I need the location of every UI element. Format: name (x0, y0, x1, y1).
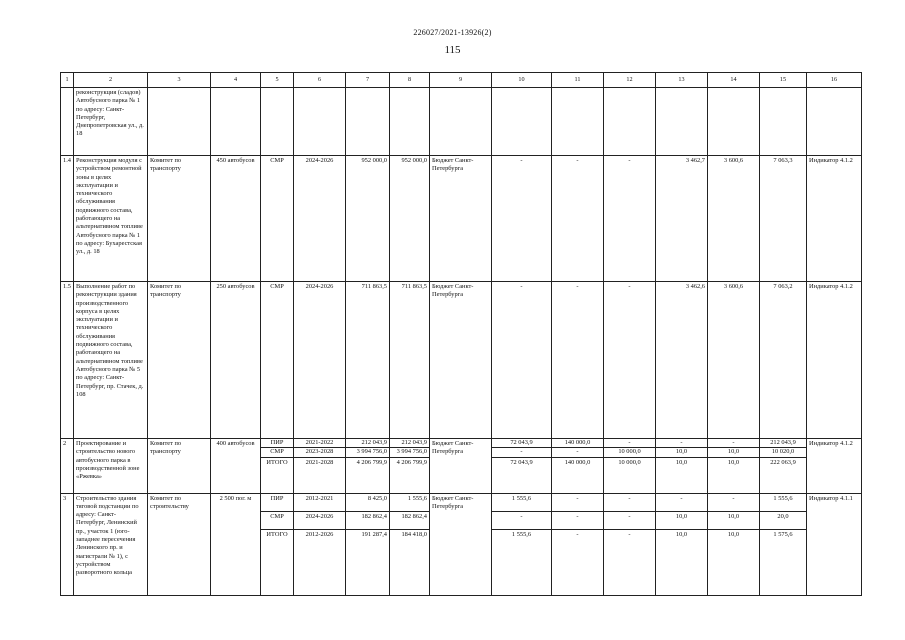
column-header: 4 (211, 73, 261, 88)
table-row (61, 88, 862, 156)
funding-source: Бюджет Санкт-Петербурга (430, 156, 492, 282)
row-number: 1.4 (61, 156, 74, 282)
table-row (61, 282, 862, 439)
column-header: 12 (604, 73, 656, 88)
cost-limit: 3 994 756,0 (390, 448, 430, 457)
value-2022: - (552, 448, 604, 457)
work-type: ИТОГО (261, 529, 294, 595)
value-2021: - (492, 156, 552, 282)
value-total: 7 063,2 (760, 282, 807, 439)
capacity: 450 автобусов (211, 156, 261, 282)
value-2025: 3 600,6 (708, 156, 760, 282)
estimated-cost: 212 043,9 (346, 439, 390, 448)
estimated-cost: 4 206 799,9 (346, 457, 390, 493)
period: 2021-2022 (294, 439, 346, 448)
column-header: 8 (390, 73, 430, 88)
value-2022: - (552, 493, 604, 511)
value-2023: - (604, 439, 656, 448)
indicator: Индикатор 4.1.2 (807, 282, 862, 439)
value-2024: - (656, 439, 708, 448)
value-2023: - (604, 529, 656, 595)
value-2021: 72 043,9 (492, 439, 552, 448)
column-header: 2 (74, 73, 148, 88)
executor: Комитет по строительству (148, 493, 211, 595)
cost-limit: 184 418,0 (390, 529, 430, 595)
value-2024: 10,0 (656, 511, 708, 529)
value-total: 10 020,0 (760, 448, 807, 457)
value-2024: 3 462,7 (656, 156, 708, 282)
funding-source: Бюджет Санкт-Петербурга (430, 493, 492, 595)
value-2022: 140 000,0 (552, 457, 604, 493)
object-name: Выполнение работ по реконструкции здания производственного корпуса в целях эксплуатации и технического обслуживания подвижного состава, работающего на альтернативном топливе Автобусного парка № 5 по адресу: Санкт-Петербург, пр. Стачек, д. 108 (74, 282, 148, 439)
document-number: 226027/2021-13926(2) (413, 28, 492, 37)
page-number: 115 (444, 44, 461, 56)
period: 2012-2026 (294, 529, 346, 595)
column-header: 6 (294, 73, 346, 88)
capacity: 2 500 пог. м (211, 493, 261, 595)
value-total: 1 575,6 (760, 529, 807, 595)
column-header: 15 (760, 73, 807, 88)
object-name: Строительство здания тяговой подстанции по адресу: Санкт-Петербург, Ленинский пр., участок 1 (юго-западнее пересечения Ленинского пр. и магистрали № 1), с устройством разворотного кольца (74, 493, 148, 595)
period: 2023-2028 (294, 448, 346, 457)
value-2024: - (656, 493, 708, 511)
column-header: 14 (708, 73, 760, 88)
value-2025: 10,0 (708, 457, 760, 493)
column-header: 9 (430, 73, 492, 88)
work-type: СМР (261, 282, 294, 439)
indicator: Индикатор 4.1.1 (807, 493, 862, 595)
indicator: Индикатор 4.1.2 (807, 439, 862, 494)
column-header: 1 (61, 73, 74, 88)
value-2021: - (492, 448, 552, 457)
period: 2024-2026 (294, 282, 346, 439)
executor: Комитет по транспорту (148, 282, 211, 439)
column-header: 11 (552, 73, 604, 88)
row-number: 2 (61, 439, 74, 494)
cost-limit: 182 862,4 (390, 511, 430, 529)
capacity: 250 автобусов (211, 282, 261, 439)
cost-limit: 711 863,5 (390, 282, 430, 439)
executor: Комитет по транспорту (148, 439, 211, 494)
value-2021: - (492, 282, 552, 439)
value-2025: - (708, 493, 760, 511)
work-type: ИТОГО (261, 457, 294, 493)
value-2025: 3 600,6 (708, 282, 760, 439)
value-total: 1 555,6 (760, 493, 807, 511)
column-header: 10 (492, 73, 552, 88)
value-2025: 10,0 (708, 448, 760, 457)
period: 2024-2026 (294, 156, 346, 282)
value-2021: 72 043,9 (492, 457, 552, 493)
column-header: 13 (656, 73, 708, 88)
value-total: 222 063,9 (760, 457, 807, 493)
value-2023: - (604, 156, 656, 282)
object-name: Проектирование и строительство нового автобусного парка в производственной зоне «Ржевка» (74, 439, 148, 494)
period: 2021-2028 (294, 457, 346, 493)
capacity: 400 автобусов (211, 439, 261, 494)
value-2022: 140 000,0 (552, 439, 604, 448)
funding-source: Бюджет Санкт-Петербурга (430, 439, 492, 494)
cost-limit: 1 555,6 (390, 493, 430, 511)
value-2022: - (552, 282, 604, 439)
work-type: СМР (261, 448, 294, 457)
value-2025: 10,0 (708, 511, 760, 529)
column-number-row (61, 73, 862, 88)
value-2024: 10,0 (656, 529, 708, 595)
object-name: Реконструкция модуля с устройством ремонтной зоны в целях эксплуатации и технического обслуживания подвижного состава, работающего на альтернативном топливе Автобусного парка № 1 по адресу: Бухарестская ул., д. 18 (74, 156, 148, 282)
column-header: 5 (261, 73, 294, 88)
work-type: ПИР (261, 439, 294, 448)
estimated-cost: 182 862,4 (346, 511, 390, 529)
value-2023: - (604, 282, 656, 439)
value-2024: 3 462,6 (656, 282, 708, 439)
value-2023: - (604, 493, 656, 511)
column-header: 3 (148, 73, 211, 88)
value-2023: - (604, 511, 656, 529)
program-table (60, 72, 862, 596)
column-header: 7 (346, 73, 390, 88)
cost-limit: 4 206 799,9 (390, 457, 430, 493)
value-2021: 1 555,6 (492, 493, 552, 511)
indicator: Индикатор 4.1.2 (807, 156, 862, 282)
table-row (61, 493, 862, 511)
value-total: 212 043,9 (760, 439, 807, 448)
row-number: 3 (61, 493, 74, 595)
value-2024: 10,0 (656, 457, 708, 493)
cost-limit: 952 000,0 (390, 156, 430, 282)
work-type: ПИР (261, 493, 294, 511)
value-2022: - (552, 529, 604, 595)
value-2023: 10 000,0 (604, 448, 656, 457)
period: 2012-2021 (294, 493, 346, 511)
table-row (61, 439, 862, 448)
cost-limit: 212 043,9 (390, 439, 430, 448)
object-name: реконструкция (сладов) Автобусного парка № 1 по адресу: Санкт-Петербург, Днепропетровская ул., д. 18 (74, 88, 148, 156)
estimated-cost: 711 863,5 (346, 282, 390, 439)
value-2024: 10,0 (656, 448, 708, 457)
estimated-cost: 3 994 756,0 (346, 448, 390, 457)
value-total: 20,0 (760, 511, 807, 529)
value-2022: - (552, 156, 604, 282)
column-header: 16 (807, 73, 862, 88)
table-row (61, 156, 862, 282)
estimated-cost: 191 287,4 (346, 529, 390, 595)
estimated-cost: 8 425,0 (346, 493, 390, 511)
funding-source: Бюджет Санкт-Петербурга (430, 282, 492, 439)
estimated-cost: 952 000,0 (346, 156, 390, 282)
value-2022: - (552, 511, 604, 529)
value-2021: 1 555,6 (492, 529, 552, 595)
value-2023: 10 000,0 (604, 457, 656, 493)
work-type: СМР (261, 511, 294, 529)
value-2025: 10,0 (708, 529, 760, 595)
period: 2024-2026 (294, 511, 346, 529)
value-2021: - (492, 511, 552, 529)
work-type: СМР (261, 156, 294, 282)
value-2025: - (708, 439, 760, 448)
row-number: 1.5 (61, 282, 74, 439)
executor: Комитет по транспорту (148, 156, 211, 282)
value-total: 7 063,3 (760, 156, 807, 282)
